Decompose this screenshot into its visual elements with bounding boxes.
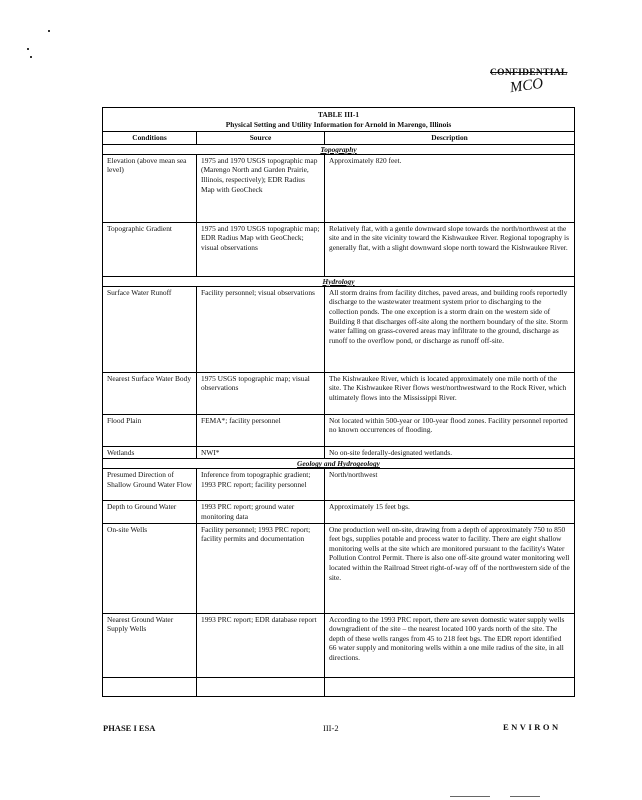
condition-cell: Flood Plain [103,414,197,446]
condition-cell: Nearest Ground Water Supply Wells [103,613,197,677]
scan-edge-mark [510,796,540,797]
condition-cell: Depth to Ground Water [103,501,197,523]
table-row [103,613,575,677]
table-row [103,222,575,276]
condition-cell: On-site Wells [103,523,197,613]
scan-edge-mark [450,796,490,797]
table-row [103,523,575,613]
scan-speck [27,48,29,50]
table-row [103,414,575,446]
table-subtitle: Physical Setting and Utility Information for Arnold in Marengo, Illinois [225,119,452,129]
source-cell: NWI* [197,446,325,459]
blank-cell [197,677,325,696]
table-row [103,446,575,459]
condition-cell: Surface Water Runoff [103,286,197,372]
condition-cell: Presumed Direction of Shallow Ground Water Flow [103,469,197,501]
source-cell: Facility personnel; 1993 PRC report; facility permits and documentation [197,523,325,613]
source-cell: 1993 PRC report; ground water monitoring data [197,501,325,523]
handwritten-initials: MCO [508,75,545,97]
description-cell: North/northwest [325,469,575,501]
condition-cell: Nearest Surface Water Body [103,372,197,414]
table-row [103,501,575,523]
table-blank-row [103,677,575,696]
table-title-cell [103,108,575,132]
confidential-stamp: CONFIDENTIAL [490,68,568,78]
blank-cell [103,677,197,696]
footer-page-number: III-2 [323,723,339,733]
section-header-geology: Geology and Hydrogeology [103,459,575,469]
source-cell: 1975 and 1970 USGS topographic map; EDR Radius Map with GeoCheck; visual observations [197,222,325,276]
table-row [103,372,575,414]
physical-setting-table [102,107,575,697]
description-cell: Relatively flat, with a gentle downward slope towards the north/northwest at the site and in the site vicinity toward the Kishwaukee River. Regional topography is generally flat, with a slight downward slope north toward the Kishwaukee River. [325,222,575,276]
condition-cell: Elevation (above mean sea level) [103,154,197,222]
description-cell: According to the 1993 PRC report, there are seven domestic water supply wells downgradient of the site – the nearest located 100 yards north of the site. The depth of these wells ranges from 45 to 218 feet bgs. The EDR report identified 66 water supply and monitoring wells within a one mile radius of the site, in all directions. [325,613,575,677]
table-row [103,286,575,372]
description-cell: One production well on-site, drawing from a depth of approximately 750 to 850 feet bgs, supplies potable and process water to facility. There are eight shallow monitoring wells at the site which are monitored pursuant to the facility's Water Pollution Control Permit. There is also one off-site ground water monitoring well located within the Railroad Street right-of-way off of the northwestern side of the site. [325,523,575,613]
section-header-hydrology: Hydrology [103,276,575,286]
scan-speck [48,30,50,32]
source-cell: 1975 USGS topographic map; visual observations [197,372,325,414]
column-header-description: Description [325,132,575,145]
column-header-source: Source [197,132,325,145]
source-cell: Inference from topographic gradient; 1993 PRC report; facility personnel [197,469,325,501]
section-header-topography: Topography [103,144,575,154]
description-cell: Not located within 500-year or 100-year flood zones. Facility personnel reported no known occurrences of flooding. [325,414,575,446]
condition-cell: Topographic Gradient [103,222,197,276]
description-cell: The Kishwaukee River, which is located approximately one mile north of the site. The Kishwaukee River flows west/northwestward to the Rock River, which ultimately flows into the Mississippi River. [325,372,575,414]
footer-phase-label: PHASE I ESA [103,723,156,733]
source-cell: 1975 and 1970 USGS topographic map (Marengo North and Garden Prairie, Illinois, respectively); EDR Radius Map with GeoCheck [197,154,325,222]
description-cell: All storm drains from facility ditches, paved areas, and building roofs reportedly discharge to the wastewater treatment system prior to discharging to the collection ponds. The one exception is a storm drain on the western side of Building 8 that discharges off-site along the northern boundary of the site. Storm water falling on grass-covered areas may infiltrate to the ground, discharge as runoff to the overflow pond, or discharge as runoff off-site. [325,286,575,372]
table-title: TABLE III-1 [317,110,360,119]
column-header-conditions: Conditions [103,132,197,145]
table-row [103,469,575,501]
table-row [103,154,575,222]
description-cell: Approximately 820 feet. [325,154,575,222]
source-cell: Facility personnel; visual observations [197,286,325,372]
source-cell: 1993 PRC report; EDR database report [197,613,325,677]
scan-speck [30,56,32,58]
condition-cell: Wetlands [103,446,197,459]
footer-company-logo: ENVIRON [503,722,561,732]
description-cell: Approximately 15 feet bgs. [325,501,575,523]
blank-cell [325,677,575,696]
description-cell: No on-site federally-designated wetlands. [325,446,575,459]
source-cell: FEMA*; facility personnel [197,414,325,446]
